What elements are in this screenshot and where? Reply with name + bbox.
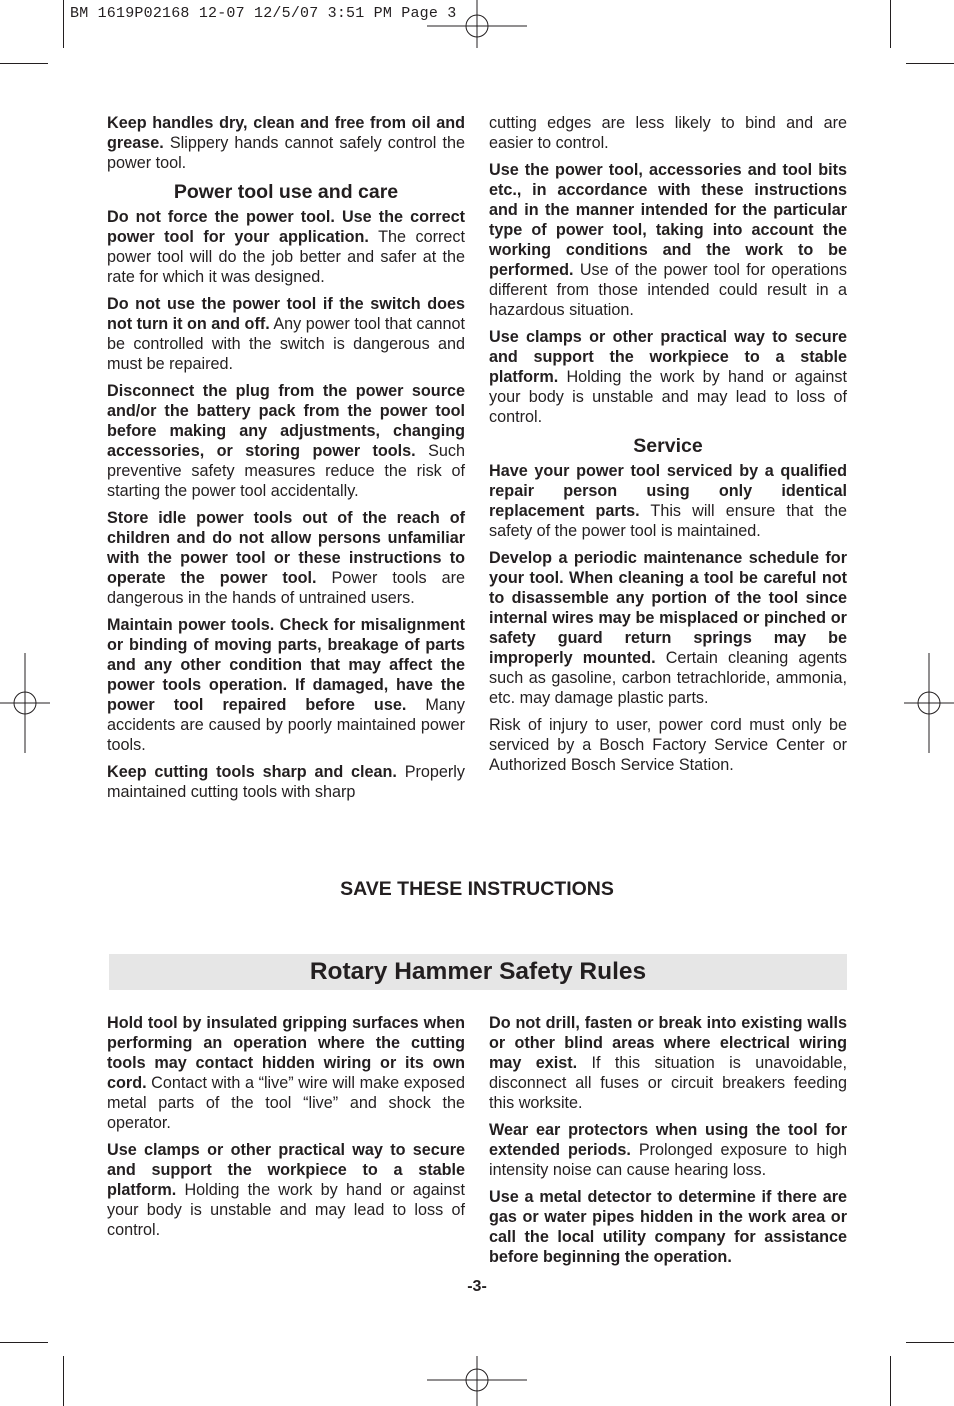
paragraph xyxy=(489,160,847,320)
paragraph xyxy=(107,294,465,374)
paragraph xyxy=(107,207,465,287)
rule-text: Prolonged exposure to high intensity noise can cause hearing loss. xyxy=(489,1141,847,1179)
paragraph xyxy=(107,1140,465,1240)
rule-lead: Do not force the power tool. Use the correct power tool for your application. xyxy=(107,208,465,246)
rule-lead: Do not use the power tool if the switch does not turn it on and off. xyxy=(107,295,465,333)
crop-mark xyxy=(890,1356,891,1406)
registration-mark-icon xyxy=(427,0,527,48)
paragraph xyxy=(107,762,465,802)
paragraph xyxy=(489,461,847,541)
paragraph xyxy=(489,1187,847,1267)
rule-text: Use of the power tool for operations different from those intended could result in a hazardous situation. xyxy=(489,261,847,319)
section-heading: Service xyxy=(633,435,703,457)
rule-text: Power tools are dangerous in the hands of untrained users. xyxy=(107,569,465,607)
rule-lead: Use the power tool, accessories and tool bits etc., in accordance with these instructions and in the manner intended for the particular type of power tool, taking into account the working conditions and the work to be performed. xyxy=(489,161,847,279)
paragraph xyxy=(107,1013,465,1133)
left-column-top xyxy=(107,113,465,809)
crop-mark xyxy=(906,63,954,64)
rule-text: Risk of injury to user, power cord must only be serviced by a Bosch Factory Service Center or Authorized Bosch Service Station. xyxy=(489,716,847,774)
rule-text: Holding the work by hand or against your body is unstable and may lead to loss of control. xyxy=(489,368,847,426)
rule-lead: Do not drill, fasten or break into existing walls or other blind areas where electrical wiring may exist. xyxy=(489,1014,847,1072)
save-instructions-heading: SAVE THESE INSTRUCTIONS xyxy=(340,878,614,900)
rule-text: Many accidents are caused by poorly maintained power tools. xyxy=(107,696,465,754)
section-heading: Power tool use and care xyxy=(173,181,399,203)
rule-text: cutting edges are less likely to bind and are easier to control. xyxy=(489,114,847,152)
crop-mark xyxy=(0,63,48,64)
rule-text: Such preventive safety measures reduce the risk of starting the power tool accidentally. xyxy=(107,442,465,500)
rule-text: The correct power tool will do the job better and safer at the rate for which it was designed. xyxy=(107,228,465,286)
paragraph xyxy=(489,548,847,708)
registration-mark-icon xyxy=(427,1356,527,1406)
rule-lead: Wear ear protectors when using the tool for extended periods. xyxy=(489,1121,847,1159)
paragraph xyxy=(489,327,847,427)
registration-mark-icon xyxy=(904,653,954,753)
paragraph xyxy=(107,381,465,501)
rule-lead: Use clamps or other practical way to secure and support the workpiece to a stable platform. xyxy=(489,328,847,386)
crop-mark xyxy=(63,0,64,48)
rule-text: If this situation is unavoidable, disconnect all fuses or circuit breakers feeding this worksite. xyxy=(489,1054,847,1112)
paragraph xyxy=(489,113,847,153)
rule-lead: Use clamps or other practical way to secure and support the workpiece to a stable platform. xyxy=(107,1141,465,1199)
rule-lead: Maintain power tools. Check for misalignment or binding of moving parts, breakage of parts and any other condition that may affect the power tools operation. If damaged, have the power tool repaired before use. xyxy=(107,616,465,714)
crop-mark xyxy=(906,1342,954,1343)
rule-text: Properly maintained cutting tools with sharp xyxy=(107,763,465,801)
registration-mark-icon xyxy=(0,653,50,753)
right-column-bottom xyxy=(489,1013,847,1274)
rule-text: This will ensure that the safety of the power tool is maintained. xyxy=(489,502,847,540)
page-number: -3- xyxy=(467,1278,487,1295)
section-banner: Rotary Hammer Safety Rules xyxy=(109,954,847,990)
rule-text: Any power tool that cannot be controlled with the switch is dangerous and must be repaired. xyxy=(107,315,466,373)
rule-text: Contact with a “live” wire will make exposed metal parts of the tool “live” and shock the operator. xyxy=(107,1074,465,1132)
rule-lead: Develop a periodic maintenance schedule for your tool. When cleaning a tool be careful not to disassemble any portion of the tool since internal wires may be misplaced or pinched or safety guard return springs may be improperly mounted. xyxy=(489,549,847,667)
paragraph xyxy=(107,113,465,173)
crop-mark xyxy=(890,0,891,48)
paragraph xyxy=(107,508,465,608)
crop-mark xyxy=(63,1356,64,1406)
rule-text: Holding the work by hand or against your body is unstable and may lead to loss of control. xyxy=(107,1181,465,1239)
rule-lead: Store idle power tools out of the reach of children and do not allow persons unfamiliar with the power tool or these instructions to operate the power tool. xyxy=(107,509,465,587)
rule-lead: Keep handles dry, clean and free from oil and grease. xyxy=(107,114,465,152)
rule-text: Slippery hands cannot safely control the power tool. xyxy=(107,134,465,172)
rule-lead: Have your power tool serviced by a qualified repair person using only identical replacement parts. xyxy=(489,462,847,520)
paragraph xyxy=(489,1120,847,1180)
paragraph xyxy=(489,715,847,775)
right-column-top xyxy=(489,113,847,782)
paragraph xyxy=(107,615,465,755)
rule-lead: Keep cutting tools sharp and clean. xyxy=(107,763,397,781)
paragraph xyxy=(489,1013,847,1113)
rule-lead: Disconnect the plug from the power source and/or the battery pack from the power tool before making any adjustments, changing accessories, or storing power tools. xyxy=(107,382,465,460)
crop-mark xyxy=(0,1342,48,1343)
print-slug: BM 1619P02168 12-07 12/5/07 3:51 PM Page 3 xyxy=(70,5,457,22)
rule-text: Certain cleaning agents such as gasoline, carbon tetrachloride, ammonia, etc. may damage plastic parts. xyxy=(489,649,848,707)
left-column-bottom xyxy=(107,1013,465,1247)
rule-lead: Use a metal detector to determine if there are gas or water pipes hidden in the work area or call the local utility company for assistance before beginning the operation. xyxy=(489,1188,847,1266)
rule-lead: Hold tool by insulated gripping surfaces when performing an operation where the cutting tools may contact hidden wiring or its own cord. xyxy=(107,1014,465,1092)
